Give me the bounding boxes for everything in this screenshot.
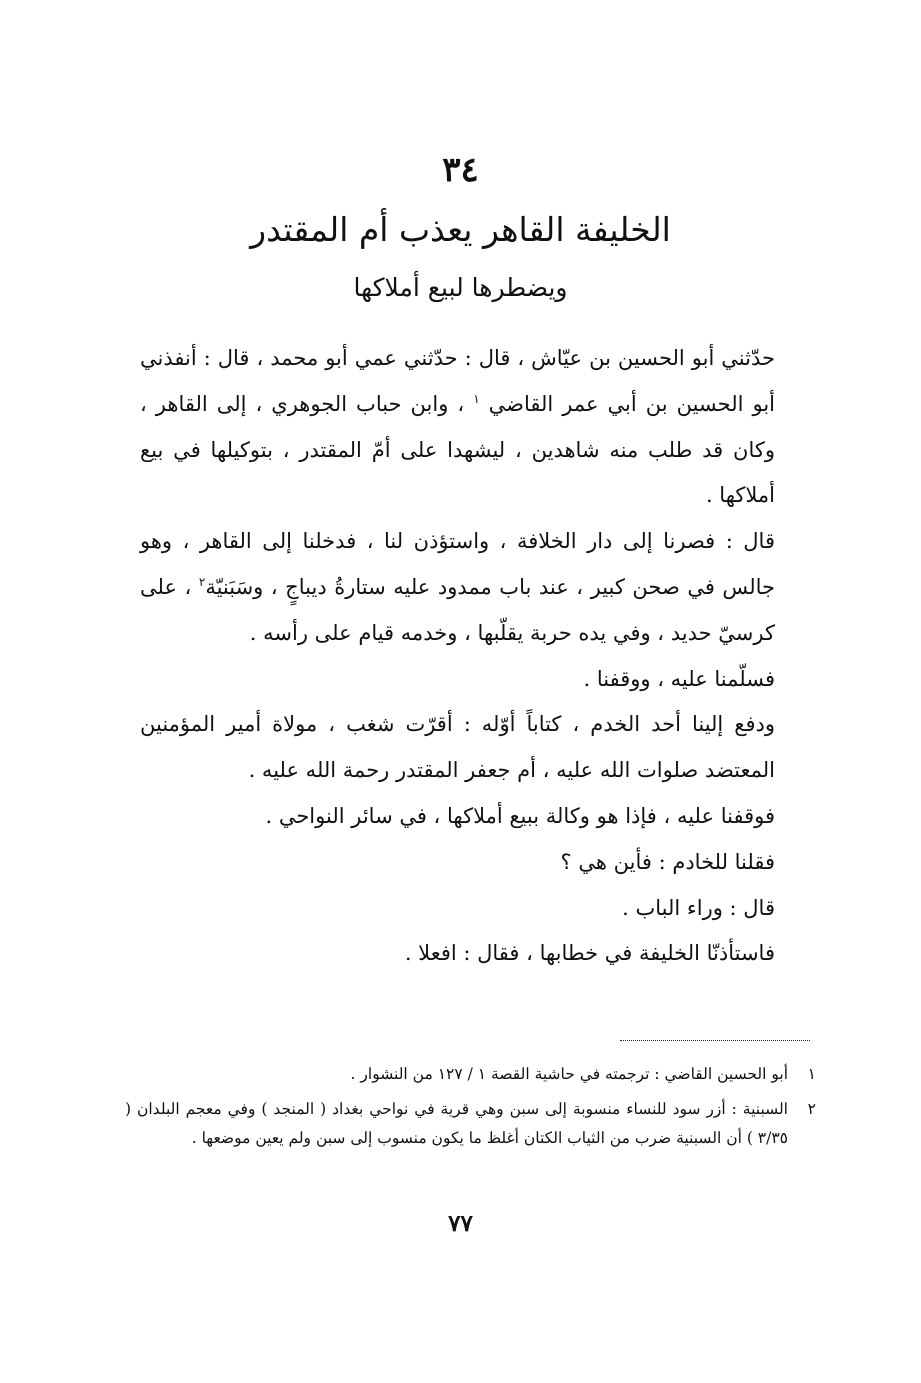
- paragraph-text: فسلّمنا عليه ، ووقفنا .: [583, 666, 775, 691]
- paragraph: [140, 519, 821, 656]
- paragraph-text: ودفع إلينا أحد الخدم ، كتاباً أوّله : أقرّت شغب ، مولاة أمير المؤمنين المعتضد صلوات الله عليه ، أم جعفر المقتدر رحمة الله عليه .: [140, 712, 775, 783]
- footnote-separator: [620, 1040, 810, 1041]
- paragraph-text: فقلنا للخادم : فأين هي ؟: [560, 849, 775, 874]
- footnote-ref: ٢: [198, 574, 206, 589]
- paragraph: [140, 794, 821, 840]
- footnote-text: أبو الحسين القاضي : ترجمته في حاشية القصة ١ / ١٢٧ من النشوار .: [350, 1065, 788, 1083]
- footnote-ref: ١: [473, 391, 480, 406]
- footnote-number: ٢: [807, 1100, 816, 1118]
- footnote: [125, 1095, 816, 1153]
- paragraph: [140, 702, 821, 794]
- paragraph-text-continued: ، على كرسيّ حديد ، وفي يده حربة يقلّبها ، وخدمه قيام على رأسه .: [140, 574, 775, 645]
- story-body: [140, 336, 821, 977]
- paragraph-text: فاستأذنّا الخليفة في خطابها ، فقال : افعلا .: [404, 941, 775, 966]
- page-number: ٧٧: [448, 1210, 473, 1237]
- paragraph: [140, 886, 821, 932]
- paragraph: [140, 840, 821, 886]
- paragraph-text: حدّثني أبو الحسين بن عيّاش ، قال : حدّثني عمي أبو محمد ، قال : أنفذني أبو الحسين بن أبي عمر القاضي: [140, 346, 775, 416]
- footnote-number: ١: [807, 1065, 816, 1083]
- footnote: [125, 1060, 816, 1089]
- paragraph-text: قال : فصرنا إلى دار الخلافة ، واستؤذن لنا ، فدخلنا إلى القاهر ، وهو جالس في صحن كبير ، عند باب ممدود عليه ستارةُ ديباجٍ ، وسَبَنيّة: [140, 529, 775, 599]
- story-title: الخليفة القاهر يعذب أم المقتدر: [250, 210, 671, 249]
- paragraph: [140, 657, 821, 703]
- paragraph: [140, 931, 821, 977]
- story-subtitle: ويضطرها لبيع أملاكها: [353, 273, 568, 302]
- chapter-number: ٣٤: [442, 150, 479, 190]
- paragraph-text-continued: ، وابن حباب الجوهري ، إلى القاهر ، وكان قد طلب منه شاهدين ، ليشهدا على أمّ المقتدر ، بتوكيلها في بيع أملاكها .: [140, 391, 775, 508]
- paragraph-text: فوقفنا عليه ، فإذا هو وكالة ببيع أملاكها ، في سائر النواحي .: [265, 803, 775, 828]
- paragraph-text: قال : وراء الباب .: [622, 895, 775, 920]
- paragraph: [140, 336, 821, 519]
- footnote-text: السبنية : أزر سود للنساء منسوبة إلى سبن وهي قرية في نواحي بغداد ( المنجد ) وفي معجم البلدان ( ٣/٣٥ ) أن السبنية ضرب من الثياب الكتان أغلظ ما يكون منسوب إلى سبن ولم يعين موضعها .: [125, 1100, 788, 1147]
- footnotes: [125, 1060, 816, 1159]
